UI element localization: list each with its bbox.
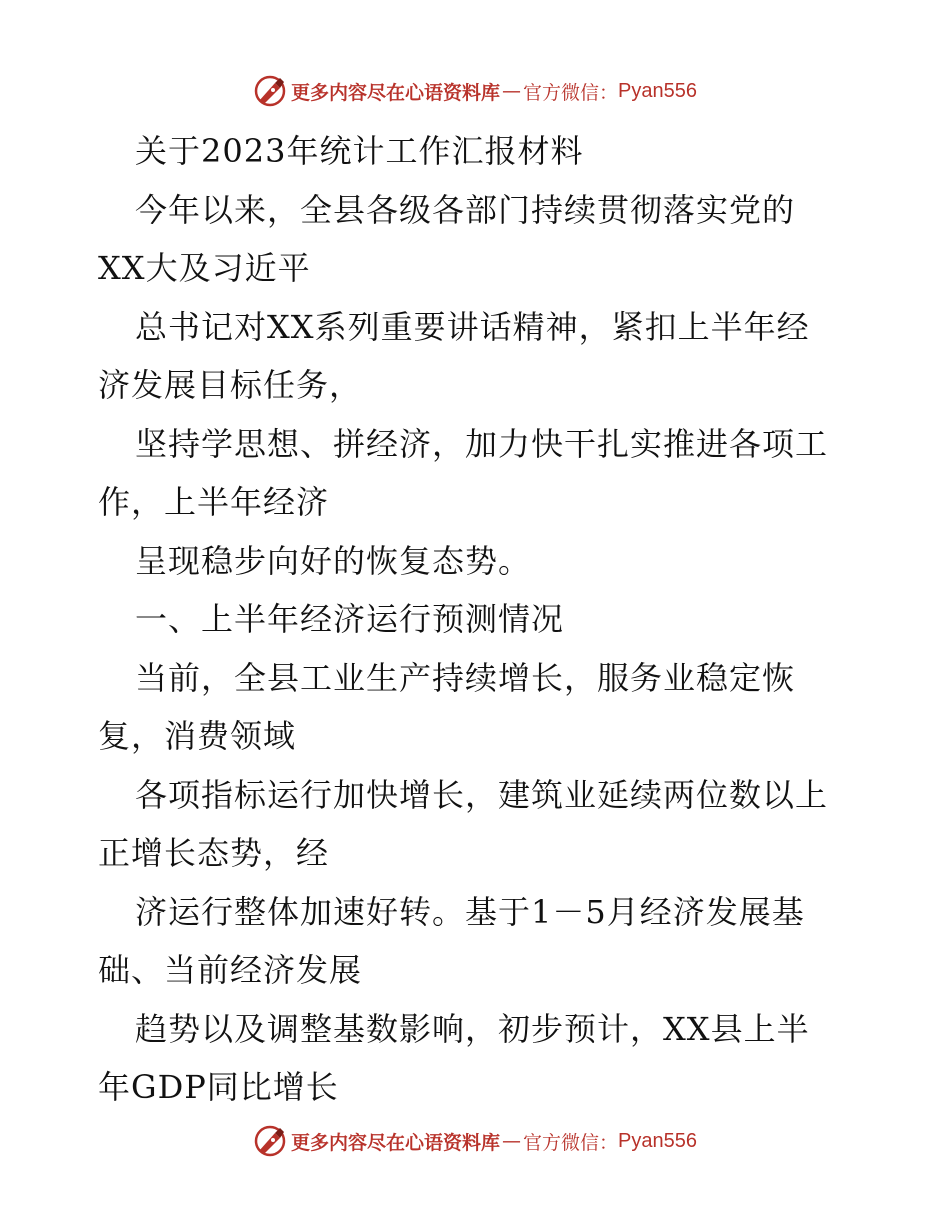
section-heading: 一、上半年经济运行预测情况 — [135, 600, 565, 638]
document-line: 呈现稳步向好的恢复态势。 — [135, 541, 532, 580]
document-line: 坚持学思想、拼经济，加力快干扎实推进各项工 — [135, 424, 829, 463]
document-line: 总书记对XX系列重要讲话精神，紧扣上半年经 — [135, 307, 810, 346]
document-line: 各项指标运行加快增长，建筑业延续两位数以上 — [135, 775, 829, 814]
watermark-text: 更多内容尽在心语资料库 — [291, 1131, 501, 1154]
document-line: 趋势以及调整基数影响，初步预计，XX县上半 — [135, 1009, 810, 1048]
document-line: 础、当前经济发展 — [98, 951, 363, 989]
document-line: 作，上半年经济 — [98, 483, 330, 521]
watermark-wechat-id: Pyan556 — [618, 79, 697, 102]
document-line: 年GDP同比增长 — [98, 1068, 339, 1106]
document-line: 济发展目标任务， — [98, 366, 363, 404]
document-line: 正增长态势，经 — [98, 834, 330, 872]
watermark-text: 更多内容尽在心语资料库 — [291, 81, 501, 104]
watermark-wechat-id: Pyan556 — [618, 1129, 697, 1152]
watermark-header — [0, 71, 950, 111]
document-line: XX大及习近平 — [98, 249, 311, 287]
watermark-official-label: 官方微信： — [523, 1131, 619, 1154]
document-body — [98, 122, 858, 1117]
document-line: 济运行整体加速好转。基于1－5月经济发展基 — [135, 892, 805, 931]
pen-nib-logo-icon — [253, 74, 287, 108]
watermark-dash: — — [502, 80, 522, 102]
document-line: 复，消费领域 — [98, 717, 297, 755]
document-line: 今年以来，全县各级各部门持续贯彻落实党的 — [135, 190, 796, 229]
watermark-dash: — — [502, 1130, 522, 1152]
watermark-footer — [0, 1121, 950, 1161]
document-title: 关于2023年统计工作汇报材料 — [135, 132, 584, 170]
pen-nib-logo-icon — [253, 1124, 287, 1158]
document-line: 当前，全县工业生产持续增长，服务业稳定恢 — [135, 658, 796, 697]
watermark-official-label: 官方微信： — [523, 81, 619, 104]
